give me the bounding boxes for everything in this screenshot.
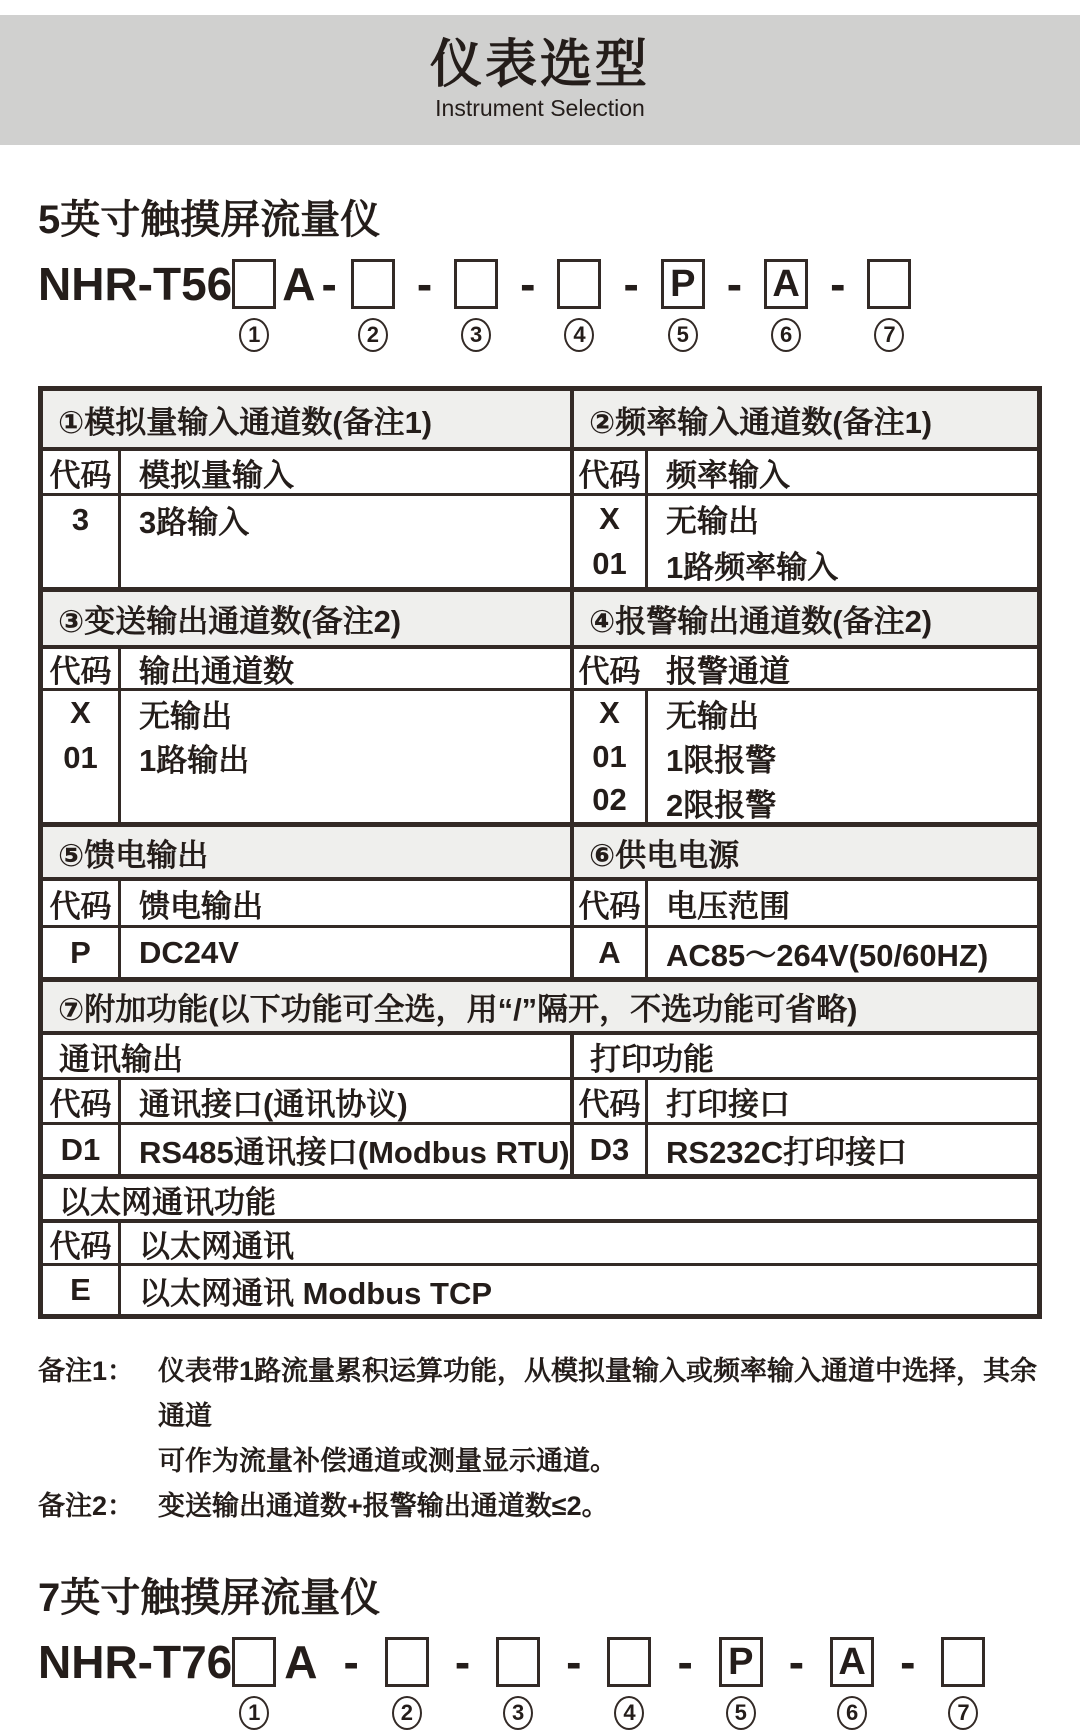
model5-box-5: P	[661, 259, 705, 309]
description-value: 1限报警	[666, 743, 777, 779]
code-value: E	[43, 1266, 121, 1314]
model5-dash: -	[726, 258, 743, 310]
section2-column-header	[574, 451, 1037, 493]
section6-column-header	[574, 881, 1037, 925]
section12-data-row	[43, 493, 1037, 587]
description-value: 1路输出	[139, 743, 250, 779]
section1-data	[43, 496, 574, 587]
ethernet-title: 以太网通讯功能	[59, 1184, 276, 1220]
section3-column-header	[43, 649, 574, 688]
section4-column-title: 报警通道	[666, 654, 790, 689]
section5-data	[43, 928, 574, 977]
model7-box-7	[941, 1637, 985, 1687]
position-marker-2: 2	[392, 1696, 422, 1730]
section2-codes	[574, 496, 648, 587]
position-marker-1: 1	[239, 318, 269, 352]
section56-column-header-row	[43, 877, 1037, 925]
description-value: 无输出	[666, 698, 759, 734]
selection-table	[38, 386, 1042, 1319]
notes-block	[38, 1349, 1042, 1529]
note-1	[38, 1349, 1042, 1484]
model7-prefix: NHR-T76	[38, 1636, 233, 1688]
print-function-title: 打印功能	[590, 1041, 714, 1077]
model7-dash: -	[566, 1636, 582, 1688]
position-marker-4: 4	[614, 1696, 644, 1730]
model7-position-6	[830, 1637, 874, 1730]
note-1-line-1: 仪表带1路流量累积运算功能，从模拟量输入或频率输入通道中选择，其余通道	[158, 1356, 1038, 1431]
model5-dash: -	[321, 258, 337, 310]
position-marker-3: 3	[461, 318, 491, 352]
ethernet-column-title: 以太网通讯	[139, 1228, 294, 1264]
note-2	[38, 1484, 1042, 1529]
code-value: 01	[592, 546, 627, 582]
note-2-body	[158, 1484, 1042, 1529]
section2-header: ②频率输入通道数(备注1)	[589, 404, 933, 440]
page-subtitle: Instrument Selection	[435, 95, 645, 122]
position-marker-5: 5	[668, 318, 698, 352]
section2-column-title: 频率输入	[666, 457, 790, 493]
note-1-label: 备注1：	[38, 1356, 135, 1386]
model5-box-4	[557, 259, 601, 309]
section1-header-cell	[43, 391, 574, 447]
section6-header-cell	[574, 827, 1037, 877]
section7-subheader-row	[43, 1031, 1037, 1077]
model7-fixed-letter: A	[284, 1636, 318, 1688]
model7-box-1	[232, 1637, 276, 1687]
section3-header-cell	[43, 592, 574, 645]
page-content	[0, 197, 1080, 1730]
section7-header-cell	[43, 982, 1037, 1031]
model5-position-7	[867, 259, 911, 352]
code-column-label: 代码	[43, 881, 121, 925]
section5-header-cell	[43, 827, 574, 877]
description-value: DC24V	[139, 934, 239, 970]
page-title: 仪表选型	[429, 35, 650, 94]
note-2-line-1: 变送输出通道数+报警输出通道数≤2。	[158, 1491, 609, 1521]
section5-column-title: 馈电输出	[139, 888, 263, 924]
section4-column-header	[574, 649, 1037, 688]
comm-data	[43, 1125, 574, 1174]
print-function-subheader-cell	[574, 1035, 1037, 1077]
code-value: D3	[574, 1125, 648, 1174]
model7-dash: -	[900, 1636, 916, 1688]
position-marker-2: 2	[358, 318, 388, 352]
code-value: 02	[592, 782, 627, 818]
section4-header: ④报警输出通道数(备注2)	[589, 604, 933, 639]
code-column-label: 代码	[574, 1080, 648, 1122]
page-banner	[0, 15, 1080, 145]
position-marker-6: 6	[771, 318, 801, 352]
model7-dash: -	[677, 1636, 693, 1688]
comm-output-title: 通讯输出	[59, 1041, 183, 1077]
code-value: D1	[43, 1125, 121, 1174]
section2-data	[574, 496, 1037, 587]
model5-position-1	[232, 259, 276, 352]
section5-header: ⑤馈电输出	[58, 837, 209, 873]
position-marker-3: 3	[503, 1696, 533, 1730]
model5-position-2	[351, 259, 395, 352]
position-marker-6: 6	[837, 1696, 867, 1730]
section6-header: ⑥供电电源	[589, 837, 740, 873]
note-2-label: 备注2：	[38, 1491, 135, 1521]
section4-codes	[574, 691, 648, 822]
model5-dash: -	[416, 258, 433, 310]
description-value: RS485通讯接口(Modbus RTU)	[139, 1135, 570, 1170]
model7-position-3	[496, 1637, 540, 1730]
model7-dash: -	[454, 1636, 471, 1688]
model5-box-1	[232, 259, 276, 309]
section1-column-title: 模拟量输入	[139, 457, 294, 493]
product5-title: 5英寸触摸屏流量仪	[38, 198, 381, 242]
code-column-label: 代码	[43, 1223, 121, 1263]
code-column-label: 代码	[574, 451, 648, 493]
section7-column-header-row	[43, 1077, 1037, 1122]
model5-dash: -	[520, 258, 536, 310]
section1-codes	[43, 496, 121, 587]
section7-header-row	[43, 977, 1037, 1031]
code-value: X	[70, 695, 91, 731]
section1-column-header	[43, 451, 574, 493]
model5-position-3	[454, 259, 498, 352]
model7-position-4	[607, 1637, 651, 1730]
model7-position-5	[719, 1637, 763, 1730]
section56-header-row	[43, 822, 1037, 877]
code-value: 01	[63, 739, 98, 775]
code-value: 01	[592, 738, 627, 774]
section2-header-cell	[574, 391, 1037, 447]
code-column-label: 代码	[43, 649, 121, 688]
position-marker-7: 7	[874, 318, 904, 352]
comm-column-title: 通讯接口(通讯协议)	[139, 1086, 408, 1122]
description-value: 无输出	[666, 504, 759, 540]
code-value: P	[43, 928, 121, 977]
ethernet-column-header-row	[43, 1219, 1037, 1263]
section56-data-row	[43, 925, 1037, 977]
section4-descriptions	[648, 691, 1037, 822]
section1-descriptions	[121, 496, 570, 587]
print-column-header	[574, 1080, 1037, 1122]
product5-model-code	[38, 259, 1042, 352]
section34-data-row	[43, 688, 1037, 822]
model7-box-3	[496, 1637, 540, 1687]
model5-prefix: NHR-T56	[38, 258, 233, 310]
position-marker-4: 4	[564, 318, 594, 352]
code-value: A	[574, 928, 648, 977]
section12-column-header-row	[43, 447, 1037, 493]
model5-dash: -	[830, 258, 846, 310]
section3-descriptions	[121, 691, 570, 822]
model5-fixed-letter: A	[282, 258, 316, 310]
note-1-line-2: 可作为流量补偿通道或测量显示通道。	[158, 1446, 617, 1476]
section3-codes	[43, 691, 121, 822]
model5-box-7	[867, 259, 911, 309]
description-value: 2限报警	[666, 787, 777, 823]
product7-title: 7英寸触摸屏流量仪	[38, 1576, 381, 1620]
description-value: 1路频率输入	[666, 549, 839, 585]
section2-descriptions	[648, 496, 1037, 587]
section12-header-row	[43, 391, 1037, 447]
position-marker-1: 1	[239, 1696, 269, 1730]
section6-column-title: 电压范围	[666, 888, 790, 924]
section34-header-row	[43, 587, 1037, 645]
model7-box-6: A	[830, 1637, 874, 1687]
description-value: 无输出	[139, 698, 232, 734]
section6-data	[574, 928, 1037, 977]
model5-dash: -	[623, 258, 639, 310]
section5-column-header	[43, 881, 574, 925]
section3-data	[43, 691, 574, 822]
ethernet-data-row	[43, 1263, 1037, 1314]
print-column-title: 打印接口	[666, 1086, 790, 1122]
model5-position-5	[661, 259, 705, 352]
model7-dash: -	[343, 1636, 359, 1688]
code-column-label: 代码	[578, 654, 641, 689]
section7-header: ⑦附加功能(以下功能可全选，用“/”隔开，不选功能可省略)	[58, 992, 858, 1027]
section3-column-title: 输出通道数	[139, 654, 294, 689]
code-column-label: 代码	[574, 881, 648, 925]
description-value: 3路输入	[139, 505, 250, 540]
section4-header-cell	[574, 592, 1037, 645]
model7-box-2	[385, 1637, 429, 1687]
section1-header: ①模拟量输入通道数(备注1)	[58, 404, 433, 440]
description-value: 以太网通讯 Modbus TCP	[139, 1275, 493, 1311]
position-marker-5: 5	[726, 1696, 756, 1730]
position-marker-7: 7	[948, 1696, 978, 1730]
product7-model-code	[38, 1637, 1042, 1730]
model7-position-2	[385, 1637, 429, 1730]
code-column-label: 代码	[43, 1080, 121, 1122]
comm-output-subheader-cell	[43, 1035, 574, 1077]
code-value: X	[599, 500, 620, 536]
section4-data	[574, 691, 1037, 822]
model5-position-6	[764, 259, 808, 352]
print-data	[574, 1125, 1037, 1174]
description-value: AC85～264V(50/60HZ)	[666, 938, 989, 973]
note-1-body	[158, 1349, 1042, 1484]
model7-box-4	[607, 1637, 651, 1687]
section7-data-row	[43, 1122, 1037, 1174]
section3-header: ③变送输出通道数(备注2)	[58, 604, 402, 639]
comm-column-header	[43, 1080, 574, 1122]
model7-dash: -	[788, 1636, 805, 1688]
code-column-label: 代码	[43, 451, 121, 493]
model5-position-4	[557, 259, 601, 352]
code-value: X	[599, 694, 620, 730]
section34-column-header-row	[43, 645, 1037, 688]
model5-box-6: A	[764, 259, 808, 309]
model5-box-2	[351, 259, 395, 309]
model7-position-1	[232, 1637, 276, 1730]
model7-box-5: P	[719, 1637, 763, 1687]
code-value: 3	[71, 501, 90, 537]
model5-box-3	[454, 259, 498, 309]
ethernet-subheader-row	[43, 1174, 1037, 1219]
model7-position-7	[941, 1637, 985, 1730]
description-value: RS232C打印接口	[666, 1135, 908, 1170]
